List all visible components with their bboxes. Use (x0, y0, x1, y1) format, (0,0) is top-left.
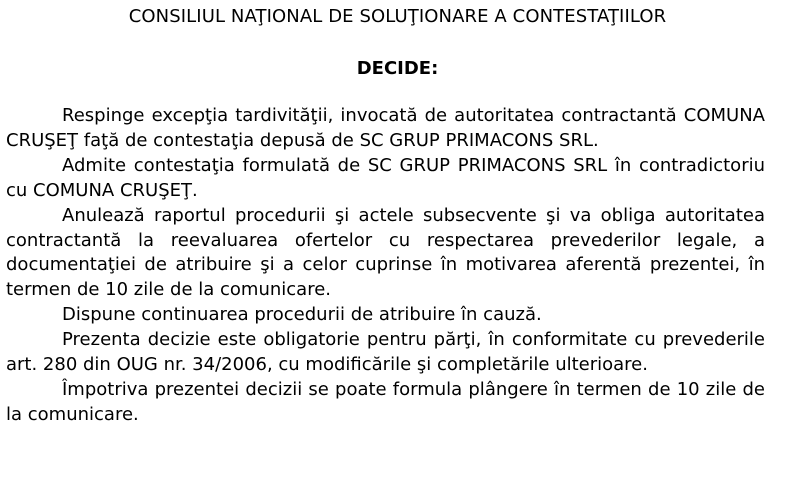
paragraph-report-annulled: Anulează raportul procedurii şi actele subsecvente şi va obliga autoritatea contractantă la reevaluarea ofertelor cu respectarea prevederilor legale, a documentaţiei de atribuire şi a celor cuprinse în motivarea aferentă prezentei, în termen de 10 zile de la comunicare. (6, 204, 765, 301)
decision-body (6, 104, 765, 428)
paragraph-contestation-admitted: Admite contestaţia formulată de SC GRUP PRIMACONS SRL în contradictoriu cu COMUNA CRUŞEŢ. (6, 154, 765, 201)
paragraph-decision-binding: Prezenta decizie este obligatorie pentru părţi, în conformitate cu prevederile art. 280 din OUG nr. 34/2006, cu modificările şi completările ulterioare. (6, 329, 765, 376)
paragraph-appeal-right: Împotriva prezentei decizii se poate formula plângere în termen de 10 zile de la comunicare. (6, 378, 765, 425)
paragraph-exception-rejected: Respinge excepţia tardivităţii, invocată de autoritatea contractantă COMUNA CRUŞEŢ faţă de contestaţia depusă de SC GRUP PRIMACONS SRL. (6, 105, 765, 151)
paragraph-procedure-continued: Dispune continuarea procedurii de atribuire în cauză. (62, 304, 542, 326)
decide-heading: DECIDE: (356, 58, 439, 79)
council-header: CONSILIUL NAŢIONAL DE SOLUŢIONARE A CONTESTAŢIILOR (128, 6, 667, 27)
